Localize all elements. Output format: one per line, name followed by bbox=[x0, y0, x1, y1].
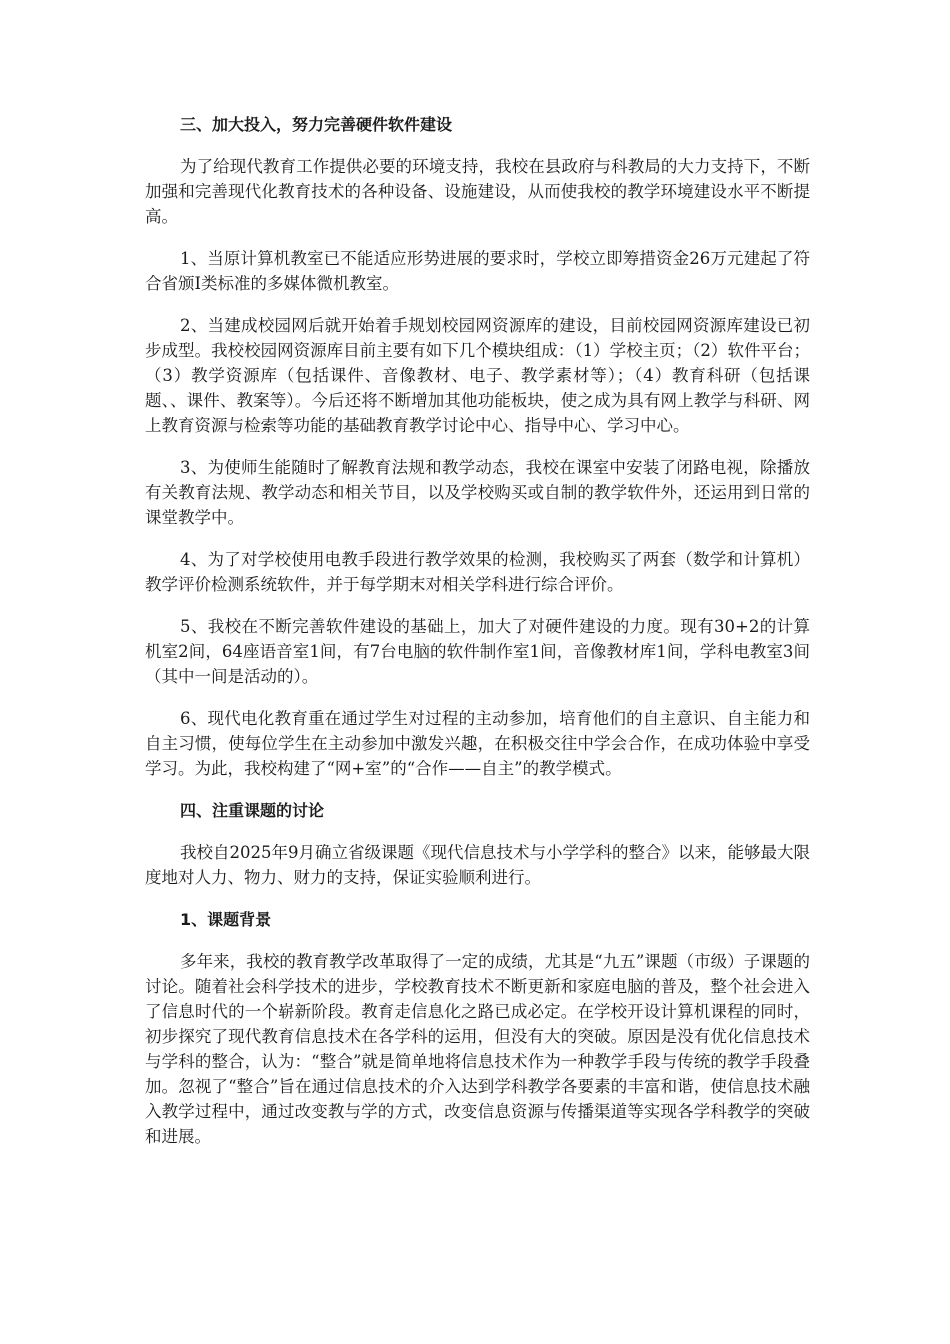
paragraph-item-6: 6、现代电化教育重在通过学生对过程的主动参加，培育他们的自主意识、自主能力和自主习惯，使每位学生在主动参加中激发兴趣，在积极交往中学会合作，在成功体验中享受学习。为此，我校构建了“网+室”的“合作——自主”的教学模式。 bbox=[145, 709, 810, 778]
document-page bbox=[145, 112, 810, 1166]
paragraph-item-5: 5、我校在不断完善软件建设的基础上，加大了对硬件建设的力度。现有30+2的计算机室2间，64座语音室1间，有7台电脑的软件制作室1间，音像教材库1间，学科电教室3间（其中一间是活动的）。 bbox=[145, 617, 810, 686]
paragraph-item-2: 2、当建成校园网后就开始着手规划校园网资源库的建设，目前校园网资源库建设已初步成型。我校校园网资源库目前主要有如下几个模块组成：（1）学校主页；（2）软件平台；（3）教学资源库（包括课件、音像教材、电子、教学素材等）；（4）教育科研（包括课题、、课件、教案等）。今后还将不断增加其他功能板块，使之成为具有网上教学与科研、网上教育资源与检索等功能的基础教育教学讨论中心、指导中心、学习中心。 bbox=[145, 316, 810, 435]
paragraph-background: 多年来，我校的教育教学改革取得了一定的成绩，尤其是“九五”课题（市级）子课题的讨论。随着社会科学技术的进步，学校教育技术不断更新和家庭电脑的普及，整个社会进入了信息时代的一个崭新阶段。教育走信息化之路已成必定。在学校开设计算机课程的同时，初步探究了现代教育信息技术在各学科的运用，但没有大的突破。原因是没有优化信息技术与学科的整合，认为：“整合”就是简单地将信息技术作为一种教学手段与传统的教学手段叠加。忽视了“整合”旨在通过信息技术的介入达到学科教学各要素的丰富和谐，使信息技术融入教学过程中，通过改变教与学的方式，改变信息资源与传播渠道等实现各学科教学的突破和进展。 bbox=[145, 952, 810, 1146]
section-heading-3: 三、加大投入，努力完善硬件软件建设 bbox=[180, 115, 453, 134]
paragraph-item-4: 4、为了对学校使用电教手段进行教学效果的检测，我校购买了两套（数学和计算机）教学评价检测系统软件，并于每学期末对相关学科进行综合评价。 bbox=[145, 550, 810, 594]
paragraph-item-3: 3、为使师生能随时了解教育法规和教学动态，我校在课室中安装了闭路电视，除播放有关教育法规、教学动态和相关节目，以及学校购买或自制的教学软件外，还运用到日常的课堂教学中。 bbox=[145, 458, 810, 527]
subheading-background: 1、课题背景 bbox=[180, 910, 272, 929]
paragraph-item-1: 1、当原计算机教室已不能适应形势进展的要求时，学校立即筹措资金26万元建起了符合省颁Ⅰ类标准的多媒体微机教室。 bbox=[145, 249, 810, 293]
paragraph-research-intro: 我校自2025年9月确立省级课题《现代信息技术与小学学科的整合》以来，能够最大限度地对人力、物力、财力的支持，保证实验顺利进行。 bbox=[145, 843, 810, 887]
section-heading-4: 四、注重课题的讨论 bbox=[180, 801, 325, 820]
paragraph-intro: 为了给现代教育工作提供必要的环境支持，我校在县政府与科教局的大力支持下，不断加强和完善现代化教育技术的各种设备、设施建设，从而使我校的教学环境建设水平不断提高。 bbox=[145, 157, 810, 226]
